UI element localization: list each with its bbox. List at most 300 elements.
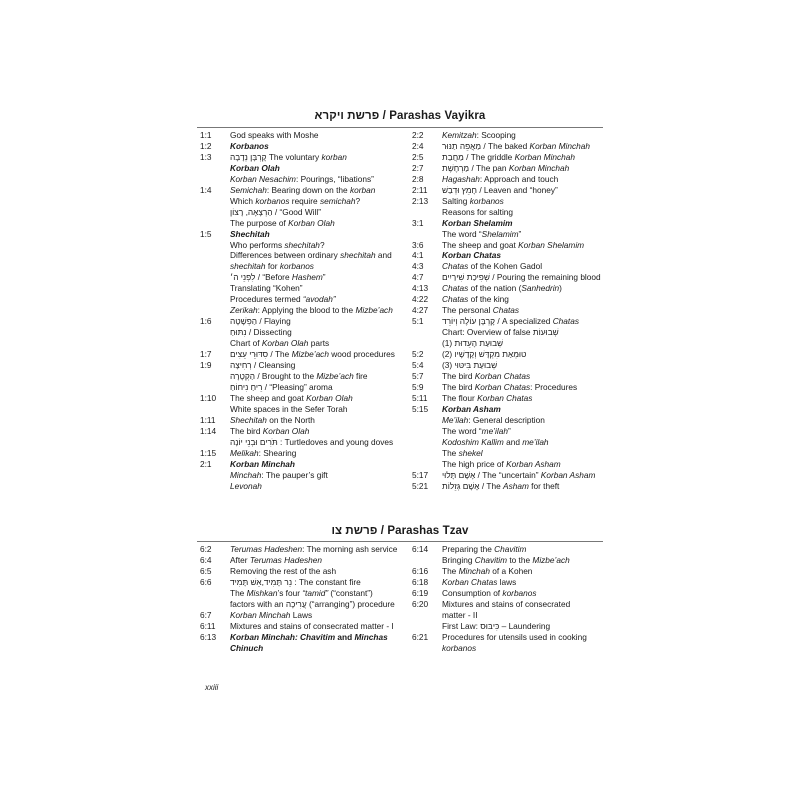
entry-text-part: Terumas Hadeshen [230,544,303,554]
verse-reference: 2:13 [412,195,429,206]
entry-title [442,415,607,426]
toc-entry [412,426,607,437]
entry-text-part: חָמֵץ וּדְבַשׁ [442,184,478,195]
entry-title [442,643,607,654]
entry-text-part: Terumas Hadeshen [249,554,322,565]
entry-text-part: ” [518,228,522,239]
entry-title [230,163,405,174]
entry-title [230,196,405,207]
entry-title [230,261,405,272]
entry-title [442,229,607,240]
entry-text-part: The sheep and goat [230,392,307,403]
entry-text-part: Korbanos [230,140,269,151]
entry-text-part: / Leaven and “honey” [477,184,558,195]
entry-title [230,218,405,229]
entry-text-part: of the Kohen Gadol [468,261,543,272]
toc-entry [412,544,607,555]
entry-text-part: shechitah [230,261,266,272]
verse-reference: 1:9 [200,360,212,371]
entry-text-part: on the North [266,414,315,425]
toc-entry [412,250,607,261]
toc-entry [200,588,405,599]
entry-text-part: Korban Shelamim [518,239,585,250]
entry-title [230,437,405,448]
entry-text-part: Melikah [230,447,259,458]
verse-reference [412,426,442,437]
verse-reference: 4:22 [412,294,429,305]
entry-text-part: parts [308,338,330,349]
entry-title [230,316,405,327]
entry-title [442,261,607,272]
entry-title [230,272,405,283]
verse-reference: 6:7 [200,609,212,620]
entry-text-part: Chatas [492,305,520,316]
verse-reference [200,196,230,207]
entry-title [442,382,607,393]
entry-text-part: korban [321,151,347,162]
entry-text-part: / The [479,480,504,491]
verse-reference [200,437,230,448]
entry-text-part: Hagashah [442,173,480,184]
entry-text-part: לִפְנֵי ה׳ [230,272,256,283]
verse-reference: 6:13 [200,631,217,642]
entry-text-part: הַרְצָאָה, רָצוֹן [230,206,273,217]
entry-text-part: korban [349,184,376,195]
entry-text-part: After [230,554,250,565]
verse-reference [412,327,442,338]
entry-text-part: Procedures for utensils used in cooking [442,631,587,642]
toc-entry [412,207,607,218]
toc-entry [412,283,607,294]
entry-title [230,415,405,426]
entry-title [442,459,607,470]
entry-text-part: Chavitim [474,554,508,565]
entry-text-part: The word “ [442,425,482,436]
entry-text-part: fire [353,370,368,381]
entry-text-part: / The baked [481,140,530,151]
verse-reference: 6:5 [200,565,212,576]
verse-reference [200,481,230,492]
section-title-vayikra: פרשת ויקרא / Parashas Vayikra [314,110,486,122]
entry-text-part: / “Good Will” [272,206,321,217]
entry-text-part: korbanos [502,587,537,598]
entry-text-part: קָרְבָּן נְדָבָה [230,151,267,162]
toc-entry [200,415,405,426]
toc-entry [412,588,607,599]
entry-text-part: נִתּוּחַ [230,327,247,338]
toc-column-left [200,130,405,491]
entry-title [442,338,607,349]
entry-title [230,404,405,415]
entry-text-part: Procedures termed [230,294,303,305]
entry-title [230,599,405,610]
verse-reference [412,229,442,240]
entry-text-part: Chart: Overview of false [442,327,533,338]
entry-text-part: The bird [442,381,475,392]
toc-entry [200,229,405,240]
entry-text-part: semichah [319,195,356,206]
entry-text-part: Preparing the [442,544,495,554]
verse-reference: 3:6 [412,239,424,250]
verse-reference [412,610,442,621]
verse-reference [412,338,442,349]
entry-title [442,349,607,360]
entry-title [442,566,607,577]
entry-title [442,283,607,294]
entry-text-part: Korban Minchah [514,151,576,162]
verse-reference [200,240,230,251]
entry-text-part: : Bearing down on the [266,184,350,195]
entry-text-part: Mizbe’ach [291,349,329,360]
entry-title [230,349,405,360]
entry-title [442,577,607,588]
entry-text-part: הַפְשָׁטָה [230,316,258,327]
entry-text-part: korbanos [255,195,290,206]
entry-text-part: רֵיחַ נִיחוֹחַ [230,381,263,392]
entry-text-part: / “Pleasing” aroma [262,381,333,392]
entry-text-part: laws [497,576,517,587]
entry-text-part: קָרְבָּן עוֹלֶה וְיוֹרֵד [442,316,496,327]
entry-title [442,426,607,437]
verse-reference: 2:1 [200,458,212,469]
verse-reference: 1:6 [200,316,212,327]
entry-text-part: Korban Minchah [230,458,295,469]
toc-entry [200,250,405,261]
entry-text-part: Korban Olah [306,392,353,403]
entry-text-part: factors with an [230,598,286,609]
verse-reference: 1:15 [200,447,217,458]
entry-text-part: ? [355,195,361,206]
verse-reference [200,327,230,338]
entry-title [230,207,405,218]
entry-title [442,470,607,481]
entry-title [442,174,607,185]
verse-reference: 4:7 [412,272,424,283]
toc-entry [200,327,405,338]
verse-reference [412,621,442,632]
entry-text-part: Korban Asham [506,458,561,469]
toc-entry [412,152,607,163]
verse-reference [200,470,230,481]
toc-entry [200,261,405,272]
toc-entry [412,349,607,360]
entry-title [230,426,405,437]
entry-title [230,566,405,577]
entry-title [442,588,607,599]
toc-entry [200,621,405,632]
entry-text-part: טוּמְאַת מִקְדָּשׁ וְקָדָשָׁיו [454,349,527,360]
toc-entry [200,566,405,577]
toc-column-right [412,544,607,654]
verse-reference [412,643,442,654]
entry-title [442,632,607,643]
toc-entry [412,163,607,174]
entry-text-part: : The morning ash service [302,544,398,554]
entry-text-part: Mishkan [246,587,278,598]
entry-text-part: : General description [468,414,545,425]
entry-text-part: Differences between ordinary [230,250,341,261]
toc-entry [200,371,405,382]
entry-title [442,163,607,174]
verse-reference [412,459,442,470]
entry-text-part: Reasons for salting [442,206,514,217]
toc-entry [412,272,607,283]
toc-entry [200,448,405,459]
toc-entry [200,599,405,610]
toc-entry [200,610,405,621]
toc-entry [200,196,405,207]
verse-reference [412,555,442,566]
entry-text-part: Korban Chatas [442,250,502,261]
entry-text-part: God speaks with Moshe [230,130,319,140]
entry-text-part: Consumption of [442,587,503,598]
entry-title [442,371,607,382]
entry-text-part: The word “ [442,228,482,239]
entry-text-part: The high price of [442,458,507,469]
verse-reference [200,404,230,415]
entry-text-part: and [335,631,355,642]
entry-text-part: כִּיבּוּס [480,620,500,631]
entry-title [230,174,405,185]
entry-text-part: Mizbe’ach [355,305,393,316]
entry-text-part: Asham [503,480,529,491]
toc-entry [412,481,607,492]
entry-text-part: Salting [442,195,470,206]
entry-text-part: Chinuch [230,642,264,653]
verse-reference: 1:5 [200,228,212,239]
entry-title [442,240,607,251]
entry-text-part: and [375,250,392,261]
entry-text-part: Korban Olah [230,162,280,173]
entry-title [230,632,405,643]
verse-reference [200,305,230,316]
verse-reference: 2:5 [412,151,424,162]
entry-text-part: Chart of [230,338,262,349]
verse-reference: 5:1 [412,316,424,327]
entry-text-part: Minchah [458,565,490,576]
entry-text-part: Zerikah [230,305,258,316]
entry-text-part: / Flaying [257,316,291,327]
entry-title [442,130,607,141]
entry-text-part: / Dissecting [246,327,292,338]
verse-reference [412,415,442,426]
entry-text-part: Korban Chatas [442,576,498,587]
entry-title [230,382,405,393]
toc-entry [200,185,405,196]
toc-entry [412,470,607,481]
entry-text-part: Minchah [230,469,262,480]
toc-entry [200,218,405,229]
entry-title [230,371,405,382]
verse-reference: 4:1 [412,250,424,261]
entry-text-part: סִדּוּרֵי עֵצִים [230,349,269,360]
toc-entry [412,555,607,566]
section-divider [197,541,603,542]
verse-reference: 5:2 [412,349,424,360]
entry-text-part: שְׁבוּעַת בִּיטּוּי [454,360,498,371]
entry-text-part: The voluntary [266,151,322,162]
toc-entry [200,349,405,360]
entry-text-part: Korban Chatas [474,381,531,392]
verse-reference: 6:21 [412,631,429,642]
entry-title [230,360,405,371]
entry-title [230,130,405,141]
entry-title [230,250,405,261]
toc-entry [200,141,405,152]
toc-entry [412,632,607,643]
entry-text-part: The [230,587,247,598]
entry-text-part: Korban Shelamim [442,217,513,228]
entry-text-part: shekel [458,447,483,458]
entry-text-part: Chatas [552,316,579,327]
entry-text-part: תֹּרִים וּבְנֵי יוֹנָה [230,436,278,447]
entry-text-part: (3) [442,360,455,371]
entry-text-part: : Pourings, “libations” [295,173,374,184]
verse-reference: 1:11 [200,414,216,425]
entry-title [230,481,405,492]
entry-text-part: : Shearing [258,447,297,458]
entry-title [230,610,405,621]
entry-text-part: רְחִיצָה [230,360,252,371]
entry-text-part: for theft [528,480,560,491]
entry-text-part: Who performs [230,239,285,250]
entry-text-part: The bird [442,370,475,381]
entry-text-part: me’ilah [522,436,549,447]
entry-text-part: me’ilah [481,425,508,436]
toc-entry [200,130,405,141]
entry-title [230,327,405,338]
entry-text-part: korbanos [469,195,504,206]
entry-text-part: אָשָׁם תָּלוּי [442,469,476,480]
toc-entry [200,163,405,174]
toc-entry [412,393,607,404]
entry-text-part: הַקְטָרָה [230,370,256,381]
toc-entry [200,360,405,371]
entry-text-part: Korban Chatas [474,370,531,381]
entry-title [442,481,607,492]
entry-text-part: Semichah [230,184,267,195]
verse-reference: 6:2 [200,544,212,554]
entry-title [442,610,607,621]
toc-entry [200,404,405,415]
entry-title [442,437,607,448]
entry-text-part: (“arranging”) procedure [306,598,395,609]
entry-title [230,643,405,654]
entry-text-part: / Cleansing [251,360,296,371]
entry-title [442,294,607,305]
entry-text-part: (“constant”) [328,587,373,598]
toc-entry [412,448,607,459]
toc-entry [412,338,607,349]
entry-title [230,240,405,251]
verse-reference: 1:7 [200,349,212,360]
entry-text-part: : The constant fire [292,576,361,587]
verse-reference [200,643,230,654]
toc-entry [412,174,607,185]
entry-text-part: for [265,261,280,272]
entry-text-part: “tamid” [302,587,329,598]
entry-title [230,294,405,305]
entry-text-part: Removing the rest of the ash [230,565,337,576]
entry-text-part: korbanos [442,642,477,653]
toc-entry [200,632,405,643]
toc-entry [412,404,607,415]
entry-title [230,338,405,349]
toc-entry [412,130,607,141]
verse-reference [200,382,230,393]
entry-text-part: Shechitah [230,228,270,239]
entry-text-part: Korban Minchah [508,162,570,173]
entry-text-part: ” [322,272,326,283]
entry-title [442,141,607,152]
entry-text-part: / The pan [469,162,509,173]
entry-text-part: / “Before [255,272,292,283]
entry-text-part: מַחֲבַת [442,151,464,162]
verse-reference: 5:17 [412,469,429,480]
verse-reference: 6:16 [412,565,429,576]
entry-text-part: Minchas [354,631,388,642]
toc-entry [412,621,607,632]
toc-entry [412,294,607,305]
entry-title [442,218,607,229]
entry-text-part: to the [507,554,533,565]
entry-text-part: The bird [230,425,263,436]
toc-entry [412,240,607,251]
entry-text-part: Korban Nesachim [230,173,296,184]
entry-text-part: שְׁבוּעוֹת [532,327,559,338]
entry-title [230,141,405,152]
verse-reference: 2:11 [412,184,428,195]
entry-title [230,305,405,316]
verse-reference: 5:21 [412,480,429,491]
toc-entry [200,294,405,305]
entry-text-part: שְׁפִיכַת שִׁירַיִים [442,272,490,283]
verse-reference: 6:4 [200,554,212,565]
entry-text-part: : Procedures [530,381,578,392]
verse-reference: 1:4 [200,184,212,195]
toc-entry [412,643,607,654]
entry-text-part: עֲרִיכָה [285,598,307,609]
entry-text-part: of the king [468,294,509,305]
entry-text-part: Korban Asham [540,469,596,480]
toc-entry [200,305,405,316]
verse-reference [200,588,230,599]
entry-text-part: The personal [442,305,493,316]
toc-entry [200,544,405,555]
entry-text-part: The flour [442,392,478,403]
entry-text-part: shechitah [340,250,376,261]
entry-title [442,250,607,261]
entry-text-part: Which [230,195,256,206]
verse-reference [200,294,230,305]
entry-text-part: אָשָׁם גְּזֵלוֹת [442,480,480,491]
entry-text-part: ’s four [277,587,303,598]
toc-entry [412,360,607,371]
entry-title [442,272,607,283]
verse-reference: 4:27 [412,305,429,316]
verse-reference [200,174,230,185]
entry-text-part: matter - II [442,609,478,620]
entry-title [442,621,607,632]
verse-reference: 1:1 [200,130,212,140]
verse-reference: 6:11 [200,620,216,631]
toc-entry [200,240,405,251]
verse-reference [200,371,230,382]
verse-reference [412,448,442,459]
toc-entry [200,283,405,294]
verse-reference [200,163,230,174]
entry-title [442,393,607,404]
